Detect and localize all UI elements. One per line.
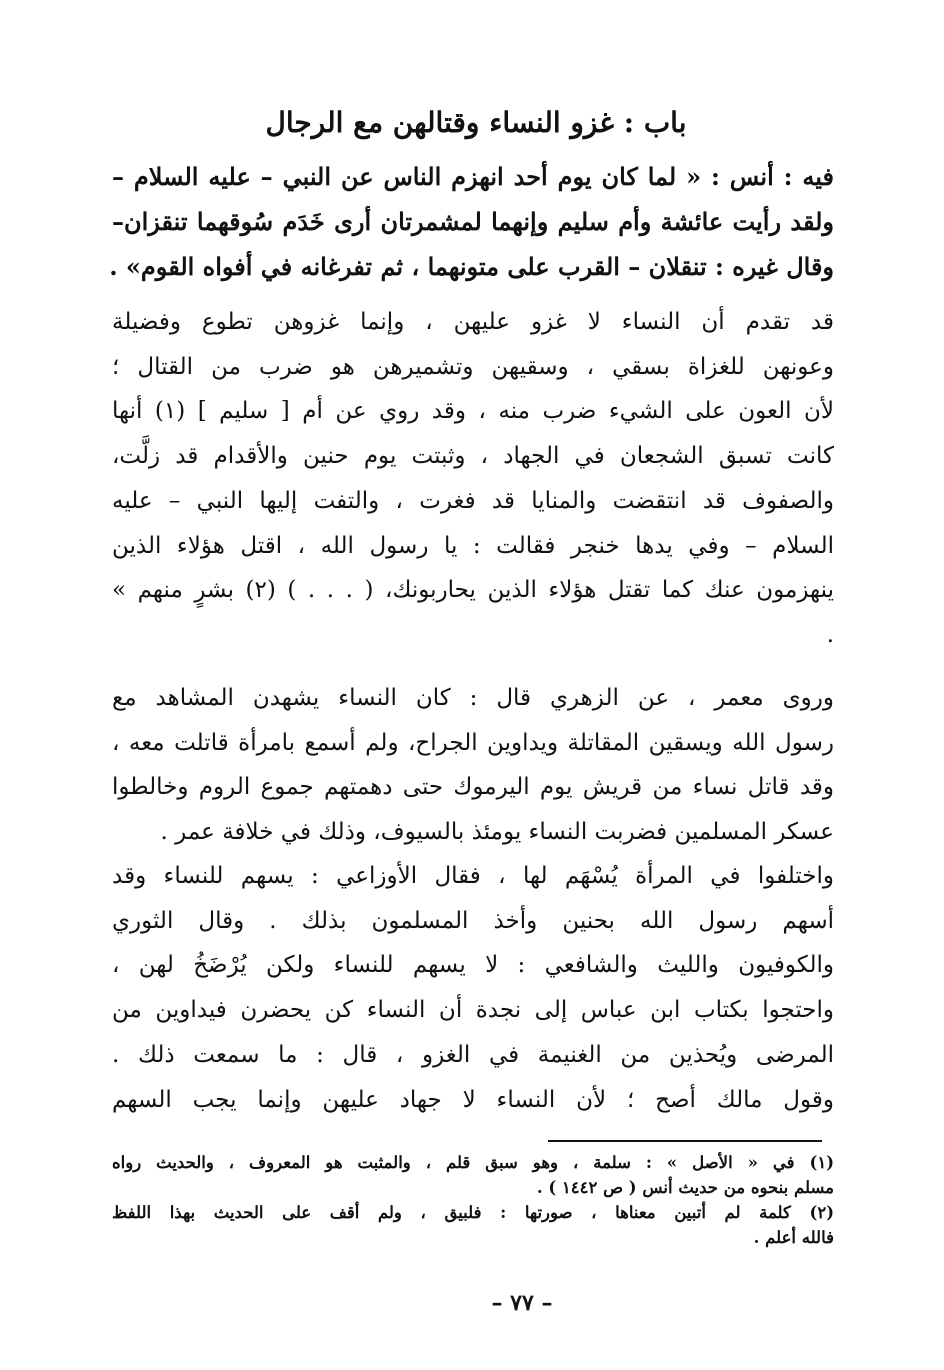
paragraph-3 [112, 854, 834, 1122]
footnotes [112, 1150, 834, 1250]
chapter-title: باب : غزو النساء وقتالهن مع الرجال [265, 106, 687, 139]
text-line: قد تقدم أن النساء لا غزو عليهن ، وإنما غزوهن تطوع وفضيلة [112, 309, 834, 335]
text-line: وقد قاتل نساء من قريش يوم اليرموك حتى دهمتهم جموع الروم وخالطوا [112, 774, 834, 801]
hadith-line: وقال غيره : تنقلان – القرب على متونهما ، ثم تفرغانه في أفواه القوم» . [109, 252, 834, 281]
footnote-line: مسلم بنحوه من حديث أنس ( ص ١٤٤٢ ) . [536, 1178, 834, 1197]
text-line: وعونهن للغزاة بسقي ، وسقيهن وتشميرهن هو ضرب من القتال ؛ [112, 353, 834, 380]
text-line: رسول الله ويسقين المقاتلة ويداوين الجراح، ولم أسمع بامرأة قاتلت معه ، [112, 729, 834, 756]
text-line: واحتجوا بكتاب ابن عباس إلى نجدة أن النساء كن يحضرن فيداوين من [112, 997, 834, 1024]
text-line: أسهم رسول الله بحنين وأخذ المسلمون بذلك . وقال الثوري [112, 907, 834, 934]
paragraph-2 [112, 676, 834, 855]
text-line: السلام – وفي يدها خنجر فقالت : يا رسول الله ، اقتل هؤلاء الذين [112, 532, 834, 559]
footnote-line: فالله أعلم . [753, 1228, 834, 1247]
text-line: ينهزمون عنك كما تقتل هؤلاء الذين يحاربونك، ( . . . ) (٢) بشرٍ منهم » [112, 577, 834, 604]
text-line: وقول مالك أصح ؛ لأن النساء لا جهاد عليهن وإنما يجب السهم [112, 1086, 834, 1113]
text-line: وروى معمر ، عن الزهري قال : كان النساء يشهدن المشاهد مع [112, 685, 834, 711]
page-number: – ٧٧ – [491, 1290, 553, 1316]
text-line: عسكر المسلمين فضربت النساء يومئذ بالسيوف، وذلك في خلافة عمر . [160, 819, 834, 846]
text-line: . [826, 621, 834, 648]
hadith-text [109, 154, 834, 289]
text-line: كانت تسبق الشجعان في الجهاد ، وثبتت يوم حنين والأقدام قد زلَّت، [112, 443, 834, 470]
footnote-divider [548, 1140, 822, 1142]
text-line: لأن العون على الشيء ضرب منه ، وقد روي عن أم [ سليم ] (١) أنها [112, 398, 835, 425]
footnote-line: (٢) كلمة لم أتبين معناها ، صورتها : فلبيق ، ولم أقف على الحديث بهذا اللفظ [112, 1203, 834, 1222]
hadith-line: فيه : أنس : « لما كان يوم أحد انهزم الناس عن النبي – عليه السلام – [112, 162, 834, 191]
text-line: المرضى ويُحذين من الغنيمة في الغزو ، قال : ما سمعت ذلك . [112, 1041, 834, 1068]
hadith-line: ولقد رأيت عائشة وأم سليم وإنهما لمشمرتان أرى خَدَم سُوقهما تنقزان– [112, 207, 834, 236]
paragraph-1 [112, 300, 834, 658]
text-line: والصفوف قد انتقضت والمنايا قد فغرت ، والتفت إليها النبي – عليه [112, 487, 834, 514]
footnote-line: (١) في « الأصل » : سلمة ، وهو سبق قلم ، والمثبت هو المعروف ، والحديث رواه [112, 1153, 834, 1172]
text-line: والكوفيون والليث والشافعي : لا يسهم للنساء ولكن يُرْضَخُ لهن ، [112, 952, 834, 979]
text-line: واختلفوا في المرأة يُسْهَم لها ، فقال الأوزاعي : يسهم للنساء وقد [112, 863, 834, 889]
